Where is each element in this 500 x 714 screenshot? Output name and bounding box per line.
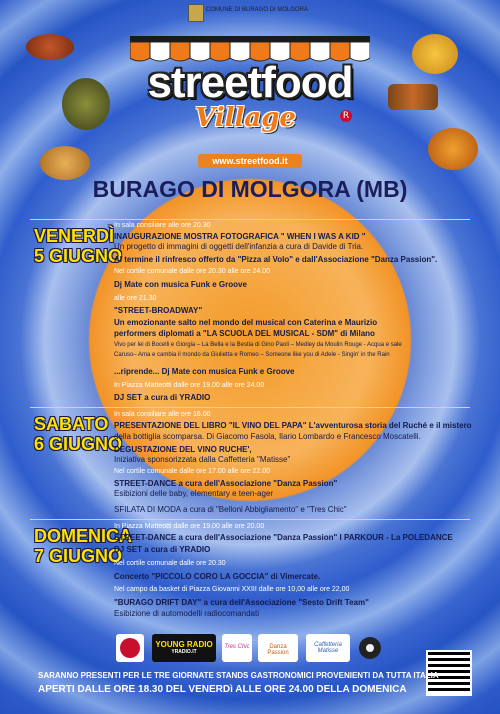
event-small-text: Caruso– Ama e cambia il mondo da Giulietta e Romeo – Someone like you di Adele - Singin' in the Rain [114, 352, 390, 358]
event-text: della bottiglia scomparsa. Di Giacomo Fasola, Ilario Lombardo e Francesco Moscatelli. [114, 432, 421, 441]
event-text: Iniziativa sponsorizzata dalla Caffetteria "Matisse" [114, 455, 291, 464]
day-label-saturday [34, 414, 122, 454]
event-text: DEGUSTAZIONE DEL VINO RUCHE', [114, 445, 252, 454]
event-text: "BURAGO DRIFT DAY" a cura dell'Associazione "Sesto Drift Team" [114, 598, 369, 607]
event-note: In sala consiliare alle ore 16.00 [114, 411, 211, 418]
sponsor-logo-dark [356, 634, 384, 662]
event-text: SFILATA DI MODA a cura di "Belloni Abbigliamento" e "Tres Chic" [114, 505, 347, 514]
event-text: INAUGURAZIONE MOSTRA FOTOGRAFICA " WHEN I WAS A KID " [114, 232, 366, 241]
day-name: DOMENICA [34, 526, 132, 546]
event-note: Nel campo da basket di Piazza Giovanni XXIII dalle ore 10,00 alle ore 22,00 [114, 586, 350, 593]
event-text: Esibizioni delle baby, elementary e teen-ager [114, 489, 274, 498]
day-label-friday [34, 226, 122, 266]
event-text: STREET-DANCE a cura dell'Associazione "Danza Passion" [114, 479, 338, 488]
municipal-crest-icon [188, 4, 204, 22]
day-divider [30, 407, 470, 408]
day-name: VENERDÌ [34, 226, 115, 246]
event-note: In Piazza Matteotti dalle ore 19.00 alle ore 24.00 [114, 382, 265, 389]
fried-food-image [26, 34, 74, 60]
event-note: In sala consiliare alle ore 20.30 [114, 222, 211, 229]
event-text: performers diplomati a "LA SCUOLA DEL MUSICAL - SDM" di Milano [114, 329, 375, 338]
footer-hours: APERTI DALLE ORE 18.30 DEL VENERDì ALLE ORE 24.00 DELLA DOMENICA [38, 684, 407, 695]
event-text: Un progetto di immagini di oggetti dell'infanzia a cura di Davide di Tria. [114, 242, 364, 251]
day-date: 6 GIUGNO [34, 434, 123, 454]
sponsor-name: YRADIO.IT [171, 649, 197, 655]
event-note: alle ore 21.30 [114, 295, 157, 302]
website-link[interactable]: www.streetfood.it [198, 154, 302, 168]
sponsor-emblem-icon [356, 634, 384, 662]
registered-mark: R [340, 110, 352, 122]
event-note: Nel cortile comunale dalle ore 17.00 alle ore 22.00 [114, 468, 271, 475]
event-text: Concerto "PICCOLO CORO LA GOCCIA" di Vimercate. [114, 572, 321, 581]
event-note: Nel cortile comunale dalle ore 20.30 alle ore 24.00 [114, 268, 271, 275]
event-text: DJ SET a cura di YRADIO [114, 545, 211, 554]
event-text: Esibizione di automodelli radiocomandati [114, 609, 259, 618]
sponsor-name: Tres Chic [224, 644, 250, 650]
pie-image [40, 146, 90, 180]
event-text: ...riprende... Dj Mate con musica Funk e Groove [114, 367, 295, 376]
arancini-image [428, 128, 478, 170]
event-text: STREET-DANCE a cura dell'Associazione "Danza Passion" I PARKOUR - La POLEDANCE [114, 533, 453, 542]
day-date: 5 GIUGNO [34, 246, 123, 266]
day-divider [30, 519, 470, 520]
event-text: Un emozionante salto nel mondo del musical con Caterina e Maurizio [114, 318, 378, 327]
sponsor-logo-red [116, 634, 144, 662]
footer-line: SARANNO PRESENTI PER LE TRE GIORNATE STANDS GASTRONOMICI PROVENIENTI DA TUTTA ITALIA [38, 671, 439, 680]
event-text: "STREET-BROADWAY" [114, 306, 203, 315]
event-text: DJ SET a cura di YRADIO [114, 393, 211, 402]
sponsor-logo-matisse [306, 634, 350, 662]
event-note: Nel cortile comunale dalle ore 20.30 [114, 560, 226, 567]
comune-label: COMUNE DI BURAGO DI MOLGORA [206, 7, 309, 13]
event-text: Al termine il rinfresco offerto da "Pizza al Volo" e dall'Associazione "Danza Passion". [114, 255, 438, 264]
event-text: Dj Mate con musica Funk e Groove [114, 280, 247, 289]
brand-sub-text: Village [195, 103, 296, 133]
brand-logo-text: streetfood [147, 58, 353, 107]
sponsor-logo-danza [258, 634, 298, 662]
sponsor-name: YOUNG RADIO [155, 640, 213, 649]
day-date: 7 GIUGNO [34, 546, 123, 566]
town-title: BURAGO DI MOLGORA (MB) [92, 176, 408, 202]
event-text: PRESENTAZIONE DEL LIBRO "IL VINO DEL PAPA" L'avventurosa storia del Ruché e il mistero [114, 421, 472, 430]
event-note: In Piazza Matteotti dalle ore 19.00 alle ore 20.00 [114, 523, 265, 530]
sponsor-emblem-icon [116, 634, 144, 662]
event-small-text: Vivo per lei di Bocelli e Giorgia – La Bella e la Bestia di Gino Paoli – Medley da Moulin Rouge - Acqua e sale [114, 342, 402, 348]
sponsor-logo-treschic [222, 634, 252, 662]
sponsor-name: Danza Passion [267, 644, 289, 656]
day-name: SABATO [34, 414, 109, 434]
sponsor-name: Caffetteria Matisse [314, 642, 342, 654]
sponsor-logo-radio [152, 634, 216, 662]
day-divider [30, 219, 470, 220]
